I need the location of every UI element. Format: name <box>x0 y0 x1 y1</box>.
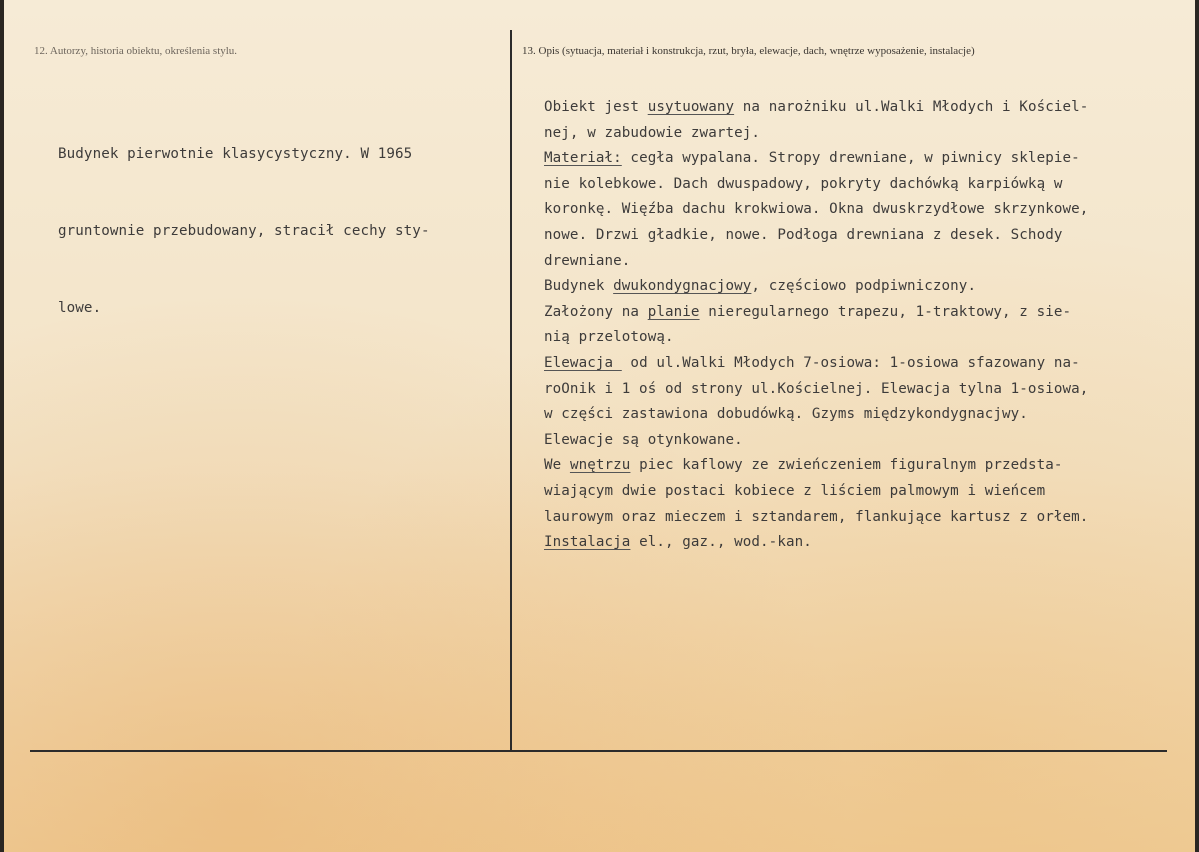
underlined-term: usytuowany <box>647 99 735 115</box>
text-segment: Elewacje są otynkowane. <box>544 431 743 448</box>
text-line <box>544 249 1088 275</box>
column-divider <box>510 30 512 750</box>
section-13-heading: 13. Opis (sytuacja, materiał i konstrukcja, rzut, bryła, elewacje, dach, wnętrze wyposażenie, instalacje) <box>522 45 975 57</box>
text-line <box>544 197 1088 223</box>
text-segment: nieregularnego trapezu, 1-traktowy, z sie- <box>699 303 1072 320</box>
text-segment: We <box>544 457 570 474</box>
text-line <box>544 95 1088 121</box>
text-line <box>544 402 1088 428</box>
card-edge-right <box>1195 0 1199 852</box>
text-line <box>544 505 1088 531</box>
section-12-text <box>58 91 430 373</box>
text-segment: Obiekt jest <box>544 99 648 115</box>
text-segment: nowe. Drzwi gładkie, nowe. Podłoga drewniana z desek. Schody <box>544 226 1063 243</box>
text-line <box>544 274 1088 300</box>
text-segment: w części zastawiona dobudówką. Gzyms międzykondygnacjwy. <box>544 406 1028 423</box>
underlined-term: Materiał: <box>544 150 622 167</box>
text-segment: od ul.Walki Młodych 7-osiowa: 1-osiowa sfazowany na- <box>621 354 1080 371</box>
text-segment: nie kolebkowe. Dach dwuspadowy, pokryty dachówką karpiówką w <box>544 175 1063 192</box>
underlined-term: Elewacja <box>544 354 622 371</box>
text-line <box>544 351 1088 377</box>
text-segment: drewniane. <box>544 252 631 269</box>
underlined-term: wnętrzu <box>569 457 631 474</box>
text-line <box>544 377 1088 403</box>
text-segment: Założony na <box>544 303 648 320</box>
text-line <box>544 453 1088 479</box>
text-segment: laurowym oraz mieczem i sztandarem, flankujące kartusz z orłem. <box>544 508 1089 525</box>
text-segment: koronkę. Więźba dachu krokwiowa. Okna dwuskrzydłowe skrzynkowe, <box>544 201 1089 218</box>
underlined-term: Instalacja <box>544 534 631 551</box>
text-line: Budynek pierwotnie klasycystyczny. W 1965 <box>58 146 413 163</box>
text-line <box>544 223 1088 249</box>
text-segment: na narożniku ul.Walki Młodych i Kościel- <box>734 99 1089 115</box>
text-segment: wiającym dwie postaci kobiece z liściem palmowym i wieńcem <box>544 482 1046 499</box>
text-segment: nej, w zabudowie zwartej. <box>544 124 761 141</box>
text-line <box>544 146 1088 172</box>
underlined-term: dwukondygnacjowy <box>613 278 752 295</box>
section-12-heading: 12. Autorzy, historia obiektu, określenia stylu. <box>34 45 238 57</box>
section-13-text <box>544 95 1088 556</box>
text-line <box>544 300 1088 326</box>
text-segment: cegła wypalana. Stropy drewniane, w piwnicy sklepie- <box>621 150 1080 167</box>
text-line <box>544 428 1088 454</box>
text-line <box>544 121 1088 147</box>
card-edge-left <box>0 0 4 852</box>
text-line <box>544 325 1088 351</box>
text-line <box>544 479 1088 505</box>
text-segment: piec kaflowy ze zwieńczeniem figuralnym przedsta- <box>630 457 1063 474</box>
text-segment: el., gaz., wod.-kan. <box>630 534 812 551</box>
underlined-term: planie <box>647 303 700 320</box>
text-line: gruntownie przebudowany, stracił cechy sty- <box>58 222 430 239</box>
text-line <box>544 530 1088 556</box>
text-line <box>544 172 1088 198</box>
bottom-rule <box>30 750 1167 752</box>
text-segment: , częściowo podpiwniczony. <box>751 278 977 295</box>
text-segment: nią przelotową. <box>544 329 674 346</box>
text-line: lowe. <box>58 299 102 316</box>
text-segment: roOnik i 1 oś od strony ul.Kościelnej. Elewacja tylna 1-osiowa, <box>544 380 1089 397</box>
text-segment: Budynek <box>544 278 614 295</box>
